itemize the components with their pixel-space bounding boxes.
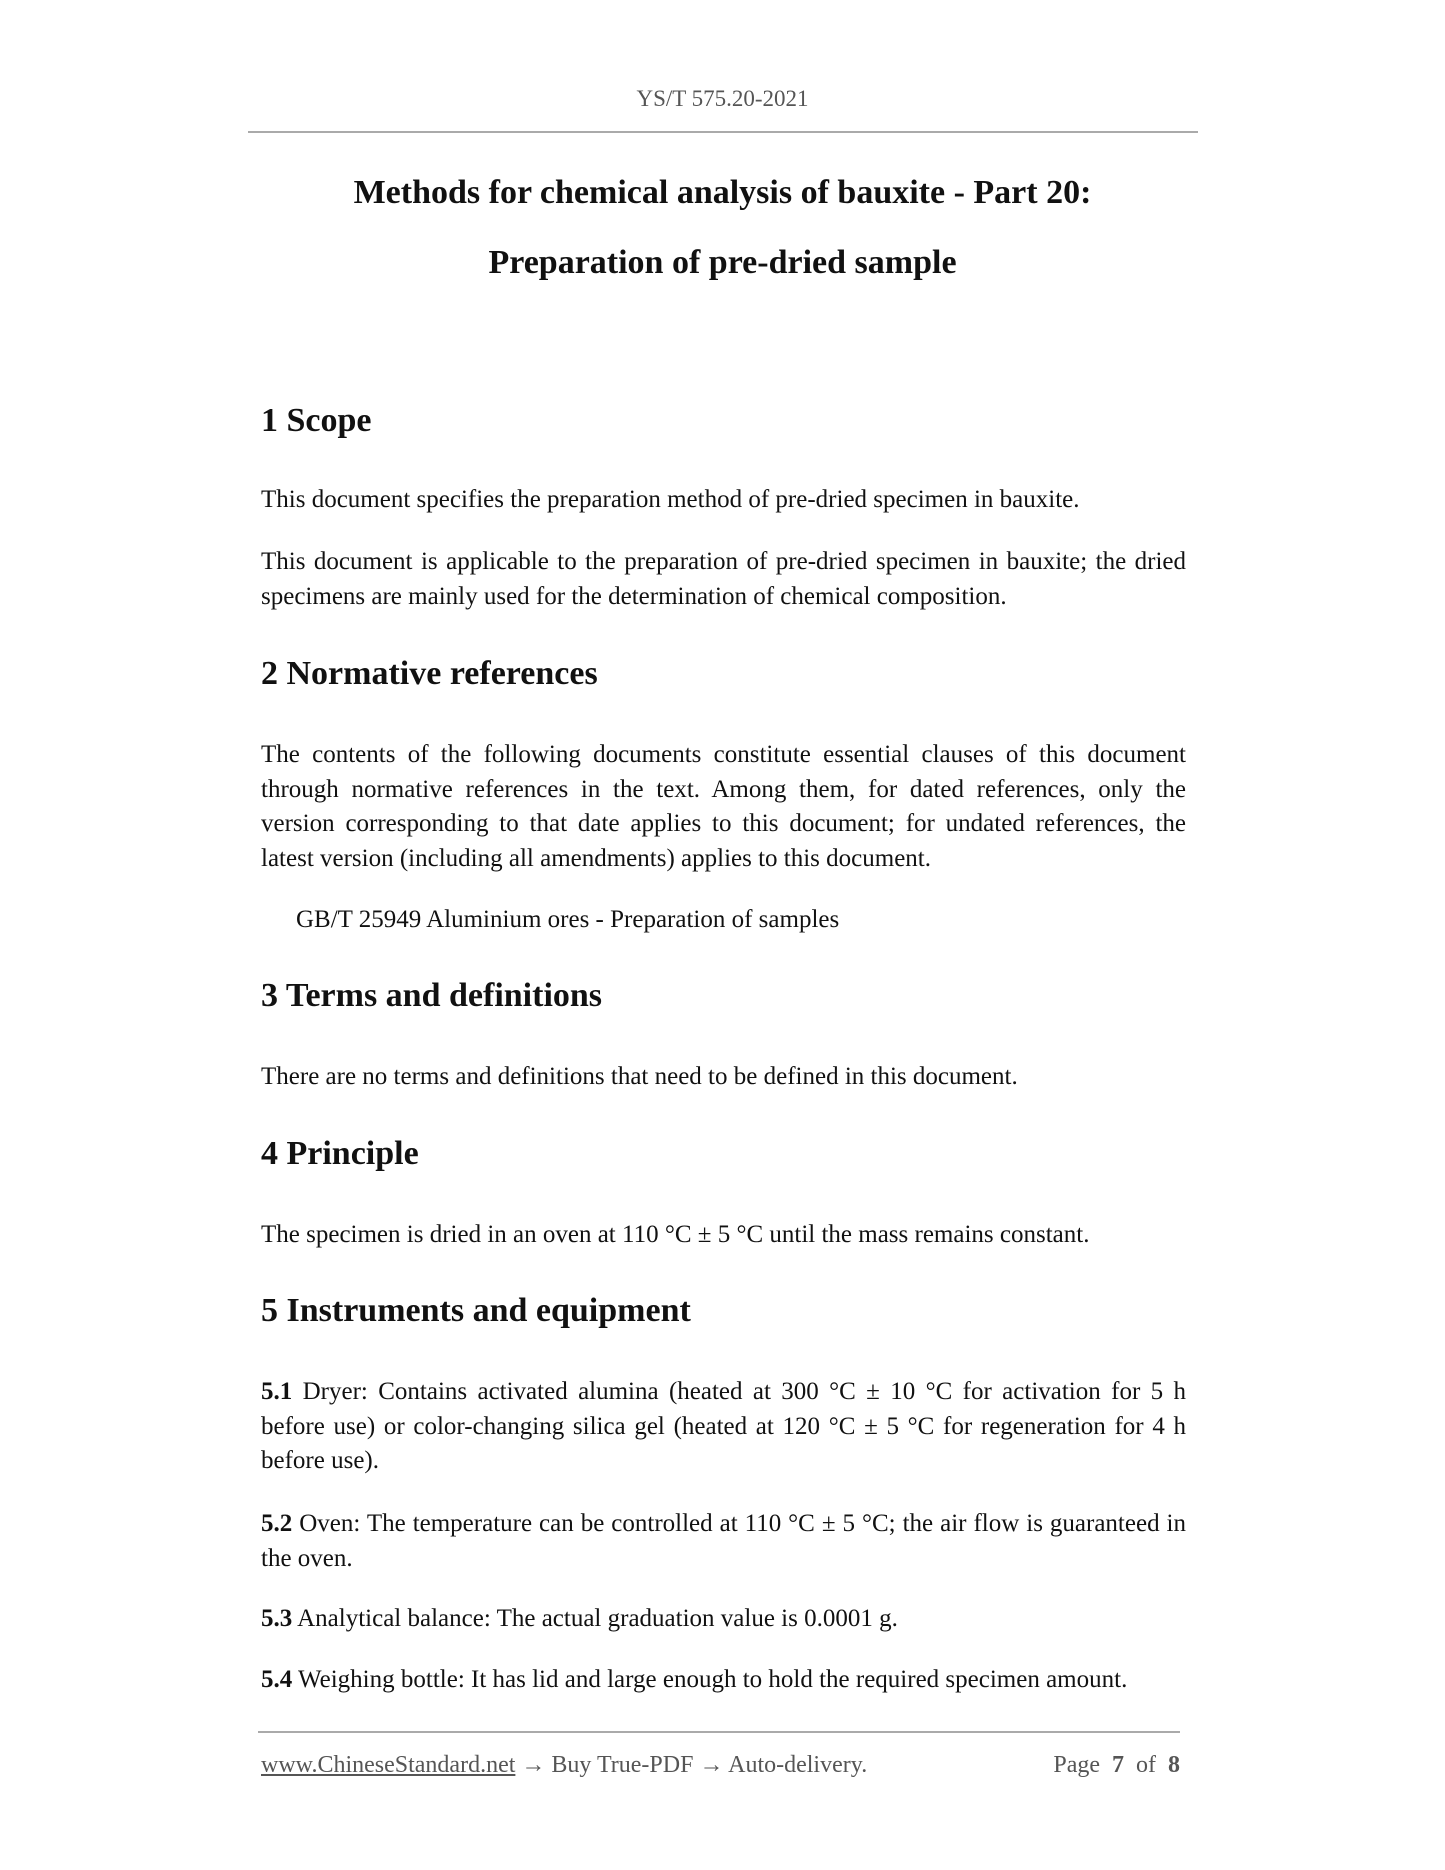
principle-paragraph: The specimen is dried in an oven at 110 °C ± 5 °C until the mass remains constant.	[261, 1221, 1090, 1248]
total-pages: 8	[1168, 1752, 1180, 1778]
scope-paragraph-1: This document specifies the preparation method of pre-dried specimen in bauxite.	[261, 486, 1080, 513]
scope-paragraph-2: This document is applicable to the preparation of pre-dried specimen in bauxite; the dried specimens are mainly used for the determination of chemical composition.	[261, 548, 1186, 610]
page-label: Page	[1053, 1752, 1100, 1778]
item-number: 5.2	[261, 1510, 293, 1537]
terms-paragraph: There are no terms and definitions that need to be defined in this document.	[261, 1063, 1018, 1090]
section-heading-scope: 1 Scope	[261, 402, 372, 439]
instrument-item	[261, 1375, 1186, 1479]
website-link[interactable]: www.ChineseStandard.net	[261, 1752, 516, 1778]
running-header: YS/T 575.20-2021	[636, 86, 809, 111]
page-number	[1053, 1752, 1180, 1779]
item-text: Dryer: Contains activated alumina (heated at 300 °C ± 10 °C for activation for 5 h before use) or color-changing silica gel (heated at 120 °C ± 5 °C for regeneration for 4 h before use).	[261, 1378, 1186, 1475]
footer-divider	[258, 1731, 1180, 1733]
current-page: 7	[1112, 1752, 1124, 1778]
normative-references-paragraph: The contents of the following documents constitute essential clauses of this document through normative references in the text. Among them, for dated references, only the version corresponding to that date applies to this document; for undated references, the latest version (including all amendments) applies to this document.	[261, 741, 1186, 872]
instrument-item	[261, 1602, 1186, 1637]
instrument-item	[261, 1663, 1186, 1698]
item-number: 5.1	[261, 1378, 293, 1405]
footer-promo	[261, 1752, 867, 1779]
item-number: 5.3	[261, 1605, 293, 1632]
section-heading-instruments: 5 Instruments and equipment	[261, 1292, 691, 1329]
section-heading-principle: 4 Principle	[261, 1135, 419, 1172]
item-text: Weighing bottle: It has lid and large enough to hold the required specimen amount.	[292, 1666, 1128, 1693]
section-heading-normative-references: 2 Normative references	[261, 655, 598, 692]
item-number: 5.4	[261, 1666, 293, 1693]
section-heading-terms: 3 Terms and definitions	[261, 977, 603, 1014]
doc-title-line2: Preparation of pre-dried sample	[488, 244, 957, 281]
item-text: Analytical balance: The actual graduation value is 0.0001 g.	[292, 1605, 898, 1632]
header-divider	[248, 131, 1198, 133]
doc-title-line1: Methods for chemical analysis of bauxite - Part 20:	[353, 174, 1092, 211]
instrument-item	[261, 1507, 1186, 1576]
footer-promo-text: → Buy True-PDF → Auto-delivery.	[515, 1752, 868, 1778]
of-label: of	[1136, 1752, 1156, 1778]
item-text: Oven: The temperature can be controlled at 110 °C ± 5 °C; the air flow is guaranteed in the oven.	[261, 1510, 1186, 1572]
reference-item: GB/T 25949 Aluminium ores - Preparation of samples	[296, 906, 840, 933]
